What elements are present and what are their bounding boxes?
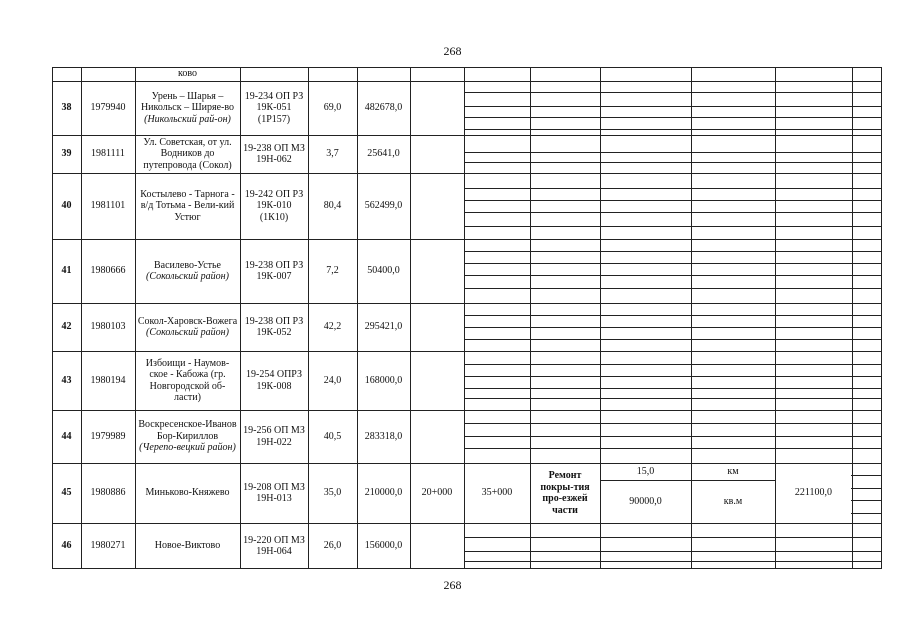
road-length: 3,7 xyxy=(326,148,339,160)
road-name-cell xyxy=(137,463,238,523)
road-code: 1979940 xyxy=(90,102,126,114)
road-id: 19-242 ОП РЗ 19К-010 (1К10) xyxy=(244,188,304,223)
road-name-cell xyxy=(137,523,238,569)
road-id: 19-256 ОП МЗ 19Н-022 xyxy=(243,425,305,448)
road-id: 19-208 ОП МЗ 19Н-013 xyxy=(243,481,305,504)
road-id: 19-238 ОП МЗ 19Н-062 xyxy=(243,142,305,165)
road-name: Костылево - Тарнога - в/д Тотьма - Вели-кий Устюг xyxy=(140,188,235,223)
row-number: 44 xyxy=(61,430,72,442)
road-name: Сокол-Харовск-Вожега xyxy=(137,315,238,327)
road-name: Избоищи - Наумов-ское - Кабожа (гр. Новгородской об-ласти) xyxy=(145,357,230,403)
row-number: 45 xyxy=(61,487,72,499)
row-number: 41 xyxy=(61,265,72,277)
road-code: 1981111 xyxy=(91,148,125,160)
unit-1: км xyxy=(727,465,739,477)
road-id: 19-238 ОП РЗ 19К-007 xyxy=(244,259,304,282)
road-cost: 562499,0 xyxy=(364,200,403,212)
road-id: 19-234 ОП РЗ 19К-051 (1Р157) xyxy=(244,90,304,125)
road-name-note: (Никольский рай-он) xyxy=(144,113,231,125)
road-name-cell xyxy=(137,410,238,463)
road-name-cell xyxy=(137,81,238,135)
road-cost: 25641,0 xyxy=(367,148,400,160)
road-length: 80,4 xyxy=(323,200,342,212)
road-length: 35,0 xyxy=(323,487,342,499)
volume-2: 90000,0 xyxy=(629,495,662,507)
row-number: 38 xyxy=(61,102,72,114)
row-number: 43 xyxy=(61,374,72,386)
km-start: 20+000 xyxy=(421,487,453,499)
road-code: 1980271 xyxy=(90,540,126,552)
road-length: 7,2 xyxy=(326,265,339,277)
road-name-cell xyxy=(137,239,238,303)
road-code: 1980103 xyxy=(90,321,126,333)
work-type: Ремонт покры-тия про-езжей части xyxy=(540,470,590,516)
road-length: 24,0 xyxy=(323,374,342,386)
road-name-note: (Сокольский район) xyxy=(146,271,229,282)
road-name-note: (Сокольский район) xyxy=(146,327,229,338)
road-name-note: (Черепо-вецкий район) xyxy=(139,442,236,454)
road-name: Василево-Устье xyxy=(154,259,221,271)
continuation-text: ково xyxy=(177,68,197,80)
row-number: 40 xyxy=(61,200,72,212)
page-number-top: 268 xyxy=(443,44,462,58)
road-id: 19-220 ОП МЗ 19Н-064 xyxy=(243,534,305,557)
road-name: Миньково-Княжево xyxy=(145,487,230,499)
road-id: 19-254 ОПРЗ 19К-008 xyxy=(246,369,302,392)
road-length: 69,0 xyxy=(323,102,342,114)
road-length: 40,5 xyxy=(323,430,342,442)
road-name-cell xyxy=(137,303,238,351)
road-cost: 168000,0 xyxy=(364,374,403,386)
road-name-cell xyxy=(137,135,238,173)
road-cost: 156000,0 xyxy=(364,540,403,552)
road-cost: 210000,0 xyxy=(364,487,403,499)
road-name: Воскресенское-Иванов Бор-Кириллов xyxy=(138,419,237,442)
road-code: 1979989 xyxy=(90,430,126,442)
road-cost: 482678,0 xyxy=(364,102,403,114)
road-id: 19-238 ОП РЗ 19К-052 xyxy=(244,315,304,338)
road-cost: 295421,0 xyxy=(364,321,403,333)
road-code: 1980194 xyxy=(90,374,126,386)
road-code: 1980886 xyxy=(90,487,126,499)
work-cost: 221100,0 xyxy=(794,487,833,499)
volume-1: 15,0 xyxy=(636,465,655,477)
page-number-bottom: 268 xyxy=(443,578,462,592)
road-name-cell xyxy=(137,173,238,239)
road-cost: 283318,0 xyxy=(364,430,403,442)
road-name-cell xyxy=(137,351,238,410)
road-code: 1980666 xyxy=(90,265,126,277)
km-end: 35+000 xyxy=(481,487,513,499)
road-name: Ул. Советская, от ул. Водников до путепровода (Сокол) xyxy=(143,136,232,171)
unit-2: кв.м xyxy=(723,495,743,507)
road-length: 42,2 xyxy=(323,321,342,333)
row-number: 39 xyxy=(61,148,72,160)
row-number: 42 xyxy=(61,321,72,333)
road-code: 1981101 xyxy=(90,200,126,212)
road-cost: 50400,0 xyxy=(367,265,400,277)
row-number: 46 xyxy=(61,540,72,552)
road-length: 26,0 xyxy=(323,540,342,552)
road-repair-table xyxy=(52,67,882,569)
road-name: Урень – Шарья – Никольск – Ширяе-во xyxy=(140,90,235,114)
road-name: Новое-Виктово xyxy=(154,540,221,552)
